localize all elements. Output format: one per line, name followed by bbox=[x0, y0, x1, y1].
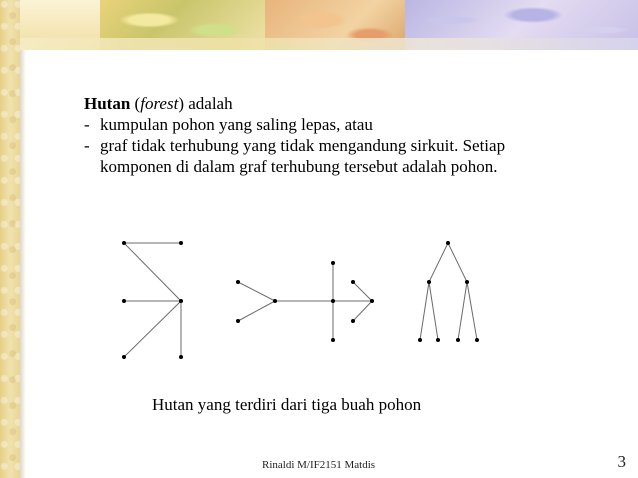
edge bbox=[429, 282, 438, 340]
diagram-caption: Hutan yang terdiri dari tiga buah pohon bbox=[152, 395, 422, 414]
bullet-dash: - bbox=[84, 136, 90, 155]
term-hutan: Hutan bbox=[84, 94, 131, 113]
edge bbox=[448, 243, 467, 282]
footer-text: Rinaldi M/IF2151 Matdis bbox=[262, 459, 376, 471]
vertex bbox=[179, 241, 183, 245]
edge bbox=[458, 282, 467, 340]
vertex bbox=[273, 299, 277, 303]
vertex bbox=[179, 299, 183, 303]
bullet-text: kumpulan pohon yang saling lepas, atau bbox=[100, 115, 373, 134]
vertex bbox=[236, 319, 240, 323]
vertex bbox=[179, 355, 183, 359]
vertex bbox=[331, 261, 335, 265]
bullet-continuation: komponen di dalam graf terhubung tersebut adalah pohon. bbox=[100, 157, 498, 176]
vertex bbox=[351, 319, 355, 323]
edge bbox=[124, 301, 181, 357]
definition-heading: Hutan (forest) adalah bbox=[84, 94, 233, 113]
vertex bbox=[331, 299, 335, 303]
vertex bbox=[370, 299, 374, 303]
bullet-dash: - bbox=[84, 115, 90, 134]
edge bbox=[124, 243, 181, 301]
edge bbox=[238, 282, 275, 301]
page-number: 3 bbox=[617, 452, 626, 471]
vertex bbox=[122, 299, 126, 303]
vertex bbox=[236, 280, 240, 284]
vertex bbox=[427, 280, 431, 284]
edge bbox=[353, 282, 372, 301]
vertex bbox=[351, 280, 355, 284]
vertex bbox=[475, 338, 479, 342]
edge bbox=[467, 282, 477, 340]
vertex bbox=[456, 338, 460, 342]
vertices bbox=[122, 241, 479, 359]
vertex bbox=[122, 355, 126, 359]
edge bbox=[238, 301, 275, 321]
edge bbox=[353, 301, 372, 321]
edge bbox=[429, 243, 448, 282]
vertex bbox=[446, 241, 450, 245]
vertex bbox=[436, 338, 440, 342]
edge bbox=[420, 282, 429, 340]
vertex bbox=[331, 338, 335, 342]
bullet-text: graf tidak terhubung yang tidak mengandung sirkuit. Setiap bbox=[100, 136, 506, 155]
edges bbox=[124, 243, 477, 357]
vertex bbox=[465, 280, 469, 284]
vertex bbox=[122, 241, 126, 245]
term-forest: forest bbox=[140, 94, 179, 113]
vertex bbox=[418, 338, 422, 342]
